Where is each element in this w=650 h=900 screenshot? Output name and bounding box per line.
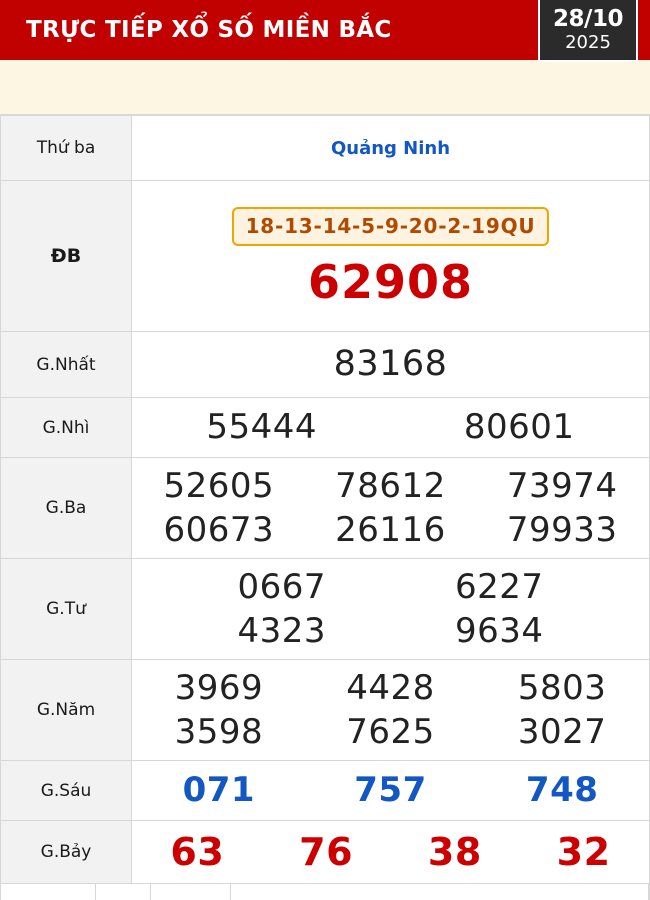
prize-number: 79933	[506, 510, 618, 550]
prize-number: 6227	[454, 566, 544, 607]
table-row-seventh	[1, 821, 650, 884]
prize-label-fifth: G.Năm	[1, 660, 132, 761]
prize-values-second	[132, 398, 650, 458]
prize-number: 80601	[463, 407, 575, 448]
table-row-third	[1, 458, 650, 559]
prize-number: 5803	[517, 667, 607, 708]
prize-number: 78612	[335, 465, 446, 506]
prize-number: 0667	[237, 566, 327, 607]
prize-label-second: G.Nhì	[1, 398, 132, 458]
prize-number: 76	[299, 829, 354, 874]
table-row-fifth	[1, 660, 650, 761]
prize-number: 3027	[517, 712, 607, 752]
db-code-badge: 18-13-14-5-9-20-2-19QU	[232, 207, 550, 246]
province-name: Quảng Ninh	[330, 137, 451, 159]
date-year: 2025	[565, 32, 611, 53]
prize-number: 757	[354, 770, 427, 811]
prize-number: 83168	[333, 343, 448, 384]
banner-strip	[0, 60, 650, 115]
prize-number: 60673	[163, 510, 275, 550]
table-row-fourth	[1, 559, 650, 660]
prize-label-fourth: G.Tư	[1, 559, 132, 660]
prize-number: 38	[427, 829, 482, 874]
prize-label-db: ĐB	[1, 181, 132, 332]
prize-number: 52605	[163, 465, 275, 506]
results-table	[0, 115, 650, 884]
prize-number: 4428	[346, 667, 435, 708]
prize-number: 73974	[506, 465, 618, 506]
prize-label-first: G.Nhất	[1, 332, 132, 398]
page-header	[0, 0, 650, 60]
prize-number: 4323	[237, 611, 327, 651]
strip-cell	[96, 884, 151, 900]
date-day: 28/10	[553, 6, 623, 32]
table-row-first	[1, 332, 650, 398]
prize-values-fifth	[132, 660, 650, 761]
table-row-province	[1, 116, 650, 181]
table-row-second	[1, 398, 650, 458]
prize-number: 3598	[174, 712, 264, 752]
prize-values-sixth	[132, 761, 650, 821]
date-badge	[538, 0, 638, 62]
prize-values-first	[132, 332, 650, 398]
prize-number: 7625	[346, 712, 435, 752]
strip-cell	[151, 884, 231, 900]
page-title: TRỰC TIẾP XỔ SỐ MIỀN BẮC	[26, 17, 392, 43]
prize-values-seventh	[132, 821, 650, 884]
prize-number: 32	[556, 829, 611, 874]
prize-number: 63	[170, 829, 225, 874]
prize-number: 9634	[454, 611, 544, 651]
prize-number: 071	[182, 770, 256, 811]
prize-number: 55444	[206, 407, 318, 448]
prize-number: 748	[525, 770, 599, 811]
db-number: 62908	[307, 255, 474, 309]
table-row-sixth	[1, 761, 650, 821]
strip-cell	[231, 884, 649, 900]
next-table-strip	[0, 884, 650, 900]
table-row-db	[1, 181, 650, 332]
prize-label-seventh: G.Bảy	[1, 821, 132, 884]
province-cell	[132, 116, 650, 181]
prize-label-sixth: G.Sáu	[1, 761, 132, 821]
strip-cell	[1, 884, 96, 900]
prize-values-fourth	[132, 559, 650, 660]
prize-values-third	[132, 458, 650, 559]
prize-number: 26116	[335, 510, 446, 550]
prize-values-db	[132, 181, 650, 332]
prize-number: 3969	[174, 667, 264, 708]
weekday-label: Thứ ba	[1, 116, 132, 181]
prize-label-third: G.Ba	[1, 458, 132, 559]
